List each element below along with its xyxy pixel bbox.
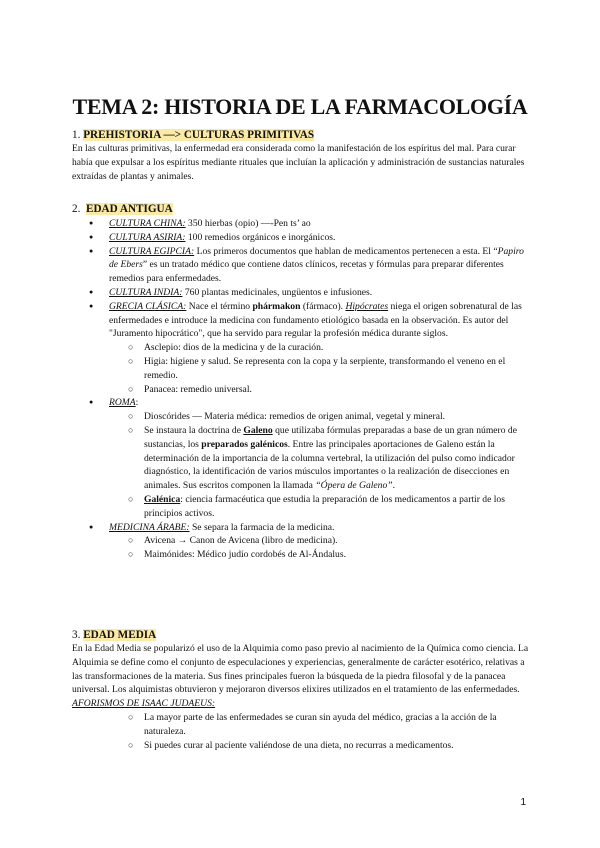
section-edad-media: [72, 628, 532, 752]
sub-list-item: ○ La mayor parte de las enfermedades se curan sin ayuda del médico, gracias a la acción de la naturaleza.: [109, 711, 532, 739]
sub-list-item: ○ Si puedes curar al paciente valiéndose de una dieta, no recurras a medicamentos.: [109, 739, 532, 753]
list-item-egipcia: ● CULTURA EGIPCIA: Los primeros documentos que hablan de medicamentos pertenecen a esta. El “Papiro de Ebers” es un tratado médico que contiene datos clínicos, recetas y fórmulas para preparar diferentes remedios para enfermedades.: [72, 245, 532, 286]
aforismos-heading: AFORISMOS DE ISAAC JUDAEUS:: [72, 698, 216, 710]
bullet-list: [72, 217, 532, 562]
list-item-grecia: ● GRECIA CLÁSICA: Nace el término phármakon (fármaco). Hipócrates niega el origen sobrenatural de las enfermedades e introduce la medicina con fundamento etiológico basada en la observación. Es autor del "Juramento hipocrático", que ha servido para regular la profesión médica durante siglos. ○ Asclepio: dios de la medicina y de la curación. ○ Higia: higiene y salud. Se representa con la copa y la serpiente, transformando el veneno en el remedio. ○ Panacea: remedio universal.: [72, 300, 532, 397]
page-title: TEMA 2: HISTORIA DE LA FARMACOLOGÍA: [72, 94, 528, 119]
list-item-india: ● CULTURA INDIA: 760 plantas medicinales, ungüentos e infusiones.: [72, 286, 532, 300]
sub-list-item: ○ Maimónides: Médico judío cordobés de Al-Ándalus.: [109, 548, 532, 562]
sub-list-item: ○ Galénica: ciencia farmacéutica que estudia la preparación de los medicamentos a partir de los principios activos.: [109, 493, 532, 521]
sub-list-item: ○ Asclepio: dios de la medicina y de la curación.: [109, 341, 532, 355]
sub-list-item: ○ Se instaura la doctrina de Galeno que utilizaba fórmulas preparadas a base de un gran número de sustancias, los preparados galénicos. Entre las principales aportaciones de Galeno están la determinación de la importancia de la columna vertebral, la utilización del pulso como indicador diagnóstico, la identificación de varios músculos importantes o la realización de disecciones en animales. Sus escritos componen la llamada “Ópera de Galeno”.: [109, 424, 532, 493]
page-number: 1: [520, 797, 526, 808]
list-item-arabe: ● MEDICINA ÁRABE: Se separa la farmacia de la medicina. ○ Avicena → Canon de Avicena (libro de medicina). ○ Maimónides: Médico judío cordobés de Al-Ándalus.: [72, 521, 532, 562]
sub-list: [109, 410, 532, 520]
section-heading-text: PREHISTORIA —> CULTURAS PRIMITIVAS: [83, 129, 315, 141]
sub-list: [109, 534, 532, 562]
sub-list-item: ○ Avicena → Canon de Avicena (libro de medicina).: [109, 534, 532, 548]
paragraph: En la Edad Media se popularizó el uso de la Alquimia como paso previo al nacimiento de la Química como ciencia. La Alquimia se define como el conjunto de especulaciones y experiencias, generalmente de carácter esotérico, relativas a las transformaciones de la materia. Sus fines principales fueron la búsqueda de la piedra filosofal y de la panacea universal. Los alquimistas obtuvieron y mejoraron diversos elixires utilizados en el tratamiento de las enfermedades.: [72, 643, 529, 696]
section-heading: 2. EDAD ANTIGUA: [72, 203, 173, 215]
list-item-asiria: ● CULTURA ASIRIA: 100 remedios orgánicos e inorgánicos.: [72, 231, 532, 245]
sub-list-item: ○ Panacea: remedio universal.: [109, 383, 532, 397]
list-item-roma: ● ROMA: ○ Dioscórides — Materia médica: remedios de origen animal, vegetal y mineral. ○ Se instaura la doctrina de Galeno que utilizaba fórmulas preparadas a base de un gran número de sustancias, los preparados galénicos. Entre las principales aportaciones de Galeno están la determinación de la importancia de la columna vertebral, la utilización del pulso como indicador diagnóstico, la identificación de varios músculos importantes o la realización de disecciones en animales. Sus escritos componen la llamada “Ópera de Galeno”. ○ Galénica: ciencia farmacéutica que estudia la preparación de los medicamentos a partir de los principios activos.: [72, 396, 532, 520]
sub-list: [109, 341, 532, 396]
section-heading-text: EDAD ANTIGUA: [85, 203, 173, 215]
section-prehistoria: [72, 128, 532, 183]
sub-list: [72, 711, 532, 752]
section-heading: 3. EDAD MEDIA: [72, 629, 157, 641]
list-item-china: ● CULTURA CHINA: 350 hierbas (opio) —-Pen ts’ ao: [72, 217, 532, 231]
section-heading: 1. PREHISTORIA —> CULTURAS PRIMITIVAS: [72, 129, 315, 141]
section-heading-text: EDAD MEDIA: [83, 629, 157, 641]
sub-list-item: ○ Higia: higiene y salud. Se representa con la copa y la serpiente, transformando el veneno en el remedio.: [109, 355, 532, 383]
section-edad-antigua: [72, 202, 532, 562]
sub-list-item: ○ Dioscórides — Materia médica: remedios de origen animal, vegetal y mineral.: [109, 410, 532, 424]
paragraph: En las culturas primitivas, la enfermedad era considerada como la manifestación de los espíritus del mal. Para curar había que expulsar a los espíritus mediante rituales que incluían la aplicación y administración de sustancias naturales extraídas de plantas y animales.: [72, 143, 525, 182]
